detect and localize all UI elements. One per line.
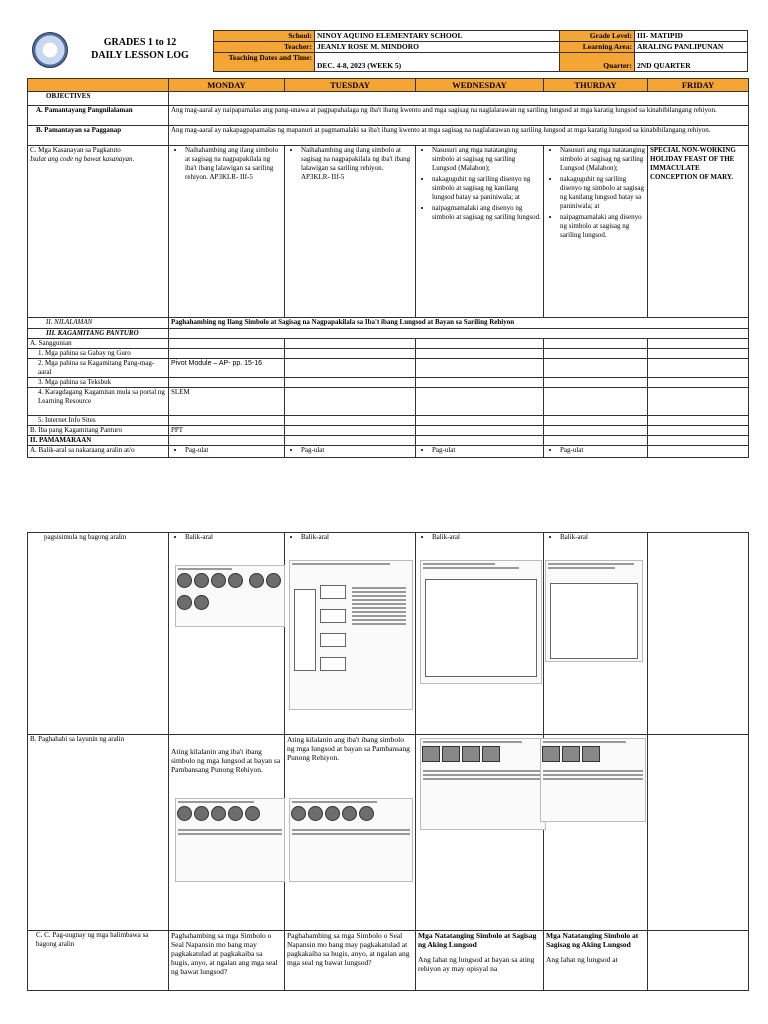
thursday-kasanayan <box>544 146 648 318</box>
portal-label: 4. Karagdagang Kagamitan mula sa portal ng Learning Resource <box>28 388 169 416</box>
list-item: • Naihahambing ang ilang simbolo at sagisag na nagpapakilala ng iba't ibang lalawigan sa sariling rehiyon. AP3KLR- IIf-5 <box>301 146 413 182</box>
list-item: • Pag-ulat <box>301 446 413 455</box>
seal-matching-image-thursday <box>540 738 646 822</box>
dates-value: DEC. 4-8, 2023 (WEEK 5) <box>315 53 560 72</box>
pag-uugnay-text: Ang lahat ng lungsod at <box>546 955 618 964</box>
matching-worksheet-image <box>545 560 643 662</box>
kagamitan-heading: III. KAGAMITANG PANTURO <box>28 329 169 339</box>
grade-value: III- MATIPID <box>635 31 748 42</box>
nilalaman-label: II. NILALAMAN <box>28 318 169 329</box>
seal-list-image-monday <box>175 798 285 882</box>
kagamitang-label: 2. Mga pahina sa Kagamitang Pang-mag-aaral <box>28 359 169 378</box>
school-label: School: <box>214 31 315 42</box>
day-thursday: THURDAY <box>544 79 648 92</box>
quarter-label: Quarter: <box>560 53 635 72</box>
nilalaman-text: Paghahambing ng Ilang Simbolo at Sagisag na Nagpapakilala sa Iba't ibang Lungsod at Bayan sa Sariling Rehiyon <box>169 318 749 329</box>
area-value: ARALING PANLIPUNAN <box>635 42 748 53</box>
seal-list-image-tuesday <box>289 798 413 882</box>
teksbuk-label: 3. Mga pahina sa Teksbuk <box>28 378 169 388</box>
kasanayan-sub: Isulat ang code ng bawat kasanayan. <box>30 155 135 163</box>
kasanayan-label: C. Mga Kasanayan sa Pagkatuto <box>30 146 121 154</box>
seal-worksheet-image <box>175 565 285 627</box>
tuesday-kasanayan <box>285 146 416 318</box>
pag-uugnay-title: Mga Natatanging Simbolo at Sagisag ng Aking Lungsod <box>418 931 537 949</box>
list-item: • nakaguguhit ng sariling disenyo ng simbolo at sagisag ng kanilang lungsod batay sa paniniwala; at <box>560 175 645 211</box>
list-item: • Nasusuri ang mga natatanging simbolo at sagisag ng sariling Lungsod (Malabon); <box>432 146 541 173</box>
portal-value: SLEM <box>169 388 285 416</box>
lesson-table-page1 <box>27 78 749 458</box>
title-line2: DAILY LESSON LOG <box>91 50 189 61</box>
comparison-table-image <box>420 560 542 684</box>
monday-kasanayan <box>169 146 285 318</box>
header-info-table <box>213 30 748 72</box>
kagamitang-value: Pivot Module – AP- pp. 15-16 <box>169 359 285 378</box>
pamantayang-text: Ang mag-aaral ay naipapamalas ang pang-unawa at pagpapahalaga ng iba't ibang kwento and mga sagisag na naglalarawan ng sariling lungsod at mga karatig lungsod sa kinabibilangang rehiyon. <box>169 106 749 126</box>
pamantayang-label: A. Pamantayang Pangnilalaman <box>28 106 169 126</box>
internet-label: 5. Internet Info Sites <box>28 416 169 426</box>
gabay-label: 1. Mga pahina sa Gabay ng Guro <box>28 349 169 359</box>
list-item: • naipagmamalaki ang disenyo ng simbolo at sagisag ng sariling lungsod. <box>560 213 645 240</box>
balik-aral-label: A. Balik-aral sa nakaraang aralin at/o <box>28 446 169 458</box>
title-line1: GRADES 1 to 12 <box>103 37 177 48</box>
list-item: • Pag-ulat <box>560 446 645 455</box>
day-monday: MONDAY <box>169 79 285 92</box>
list-item: • nakaguguhit ng sariling disenyo ng simbolo at sagisag ng kanilang lungsod batay sa paniniwala; at <box>432 175 541 202</box>
list-item: • Balik-aral <box>560 533 645 542</box>
seal-matching-image-wednesday <box>420 738 546 830</box>
area-label: Learning Area: <box>560 42 635 53</box>
sanggunian-label: A. Sanggunian <box>28 339 169 349</box>
list-item: • Pag-ulat <box>185 446 282 455</box>
deped-seal-logo <box>32 32 68 68</box>
pag-uugnay-title: Mga Natatanging Simbolo at Sagisag ng Aking Lungsod <box>546 931 639 949</box>
pag-uugnay-text: Ang lahat ng lungsod at bayan sa ating rehiyon ay may opisyal na <box>418 955 535 973</box>
iba-value: PPT <box>169 426 285 436</box>
day-friday: FRIDAY <box>648 79 749 92</box>
list-item: • Balik-aral <box>301 533 413 542</box>
graphic-organizer-image <box>289 560 413 710</box>
pagganap-text: Ang mag-aaral ay nakapagpapamalas ng mapanuri at pagmamalaki sa iba't ibang kwento at mga sagisag na naglalarawan ng sariling lungsod at mga karatig lungsod sa kinabibilangang rehiyon. <box>169 126 749 146</box>
pagganap-label: B. Pamantayan sa Pagganap <box>28 126 169 146</box>
page-title <box>70 36 210 62</box>
monday-pag-uugnay: Paghahambing sa mga Simbolo o Seal Napansin mo bang may pagkakatulad at pagkakaiba sa hugis, anyo, at ngalan ang mga seal ng bawat lungsod? <box>169 931 285 991</box>
paghahabi-label: B. Paghahabi sa layunin ng aralin <box>28 735 169 931</box>
monday-paghahabi: Ating kilalanin ang iba't ibang simbolo ng mga lungsod at bayan sa Pambansang Punong Rehiyon. <box>169 735 285 931</box>
pag-uugnay-label: C. C. Pag-uugnay ng mga halimbawa sa bagong aralin <box>28 931 169 991</box>
day-tuesday: TUESDAY <box>285 79 416 92</box>
kasanayan-cell <box>28 146 169 318</box>
teacher-label: Teacher: <box>214 42 315 53</box>
list-item: • Balik-aral <box>185 533 282 542</box>
list-item: • Naihahambing ang ilang simbolo at sagisag na nagpapakilala ng iba't ibang lalawigan sa sariling rehiyon. AP3KLR- IIf-5 <box>185 146 282 182</box>
list-item: • naipagmamalaki ang disenyo ng simbolo at sagisag ng sariling lungsod. <box>432 204 541 222</box>
quarter-value: 2ND QUARTER <box>635 53 748 72</box>
list-item: • Nasusuri ang mga natatanging simbolo at sagisag ng sariling Lungsod (Malabon); <box>560 146 645 173</box>
tuesday-paghahabi: Ating kilalanin ang iba't ibang simbolo ng mga lungsod at bayan sa Pambansang Punong Rehiyon. <box>285 735 416 931</box>
teacher-value: JEANLY ROSE M. MINDORO <box>315 42 560 53</box>
list-item: • Balik-aral <box>432 533 541 542</box>
school-value: NINOY AQUINO ELEMENTARY SCHOOL <box>315 31 560 42</box>
tuesday-pag-uugnay: Paghahambing sa mga Simbolo o Seal Napansin mo bang may pagkakatulad at pagkakaiba sa hugis, anyo, at ngalan ang mga seal ng bawat lungsod? <box>285 931 416 991</box>
wednesday-pag-uugnay <box>416 931 544 991</box>
dates-label: Teaching Dates and Time: <box>214 53 315 72</box>
friday-holiday-note: SPECIAL NON-WORKING HOLIDAY FEAST OF THE IMMACULATE CONCEPTION OF MARY. <box>648 146 749 318</box>
iba-label: B. Iba pang Kagamitang Panturo <box>28 426 169 436</box>
list-item: • Pag-ulat <box>432 446 541 455</box>
objectives-heading: OBJECTIVES <box>28 92 169 106</box>
wednesday-kasanayan <box>416 146 544 318</box>
thursday-pag-uugnay <box>544 931 648 991</box>
pamamaraan-heading: II. PAMAMARAAN <box>28 436 169 446</box>
balik-aral-cont: pagsisimula ng bagong aralin <box>28 533 169 735</box>
grade-label: Grade Level: <box>560 31 635 42</box>
day-wednesday: WEDNESDAY <box>416 79 544 92</box>
